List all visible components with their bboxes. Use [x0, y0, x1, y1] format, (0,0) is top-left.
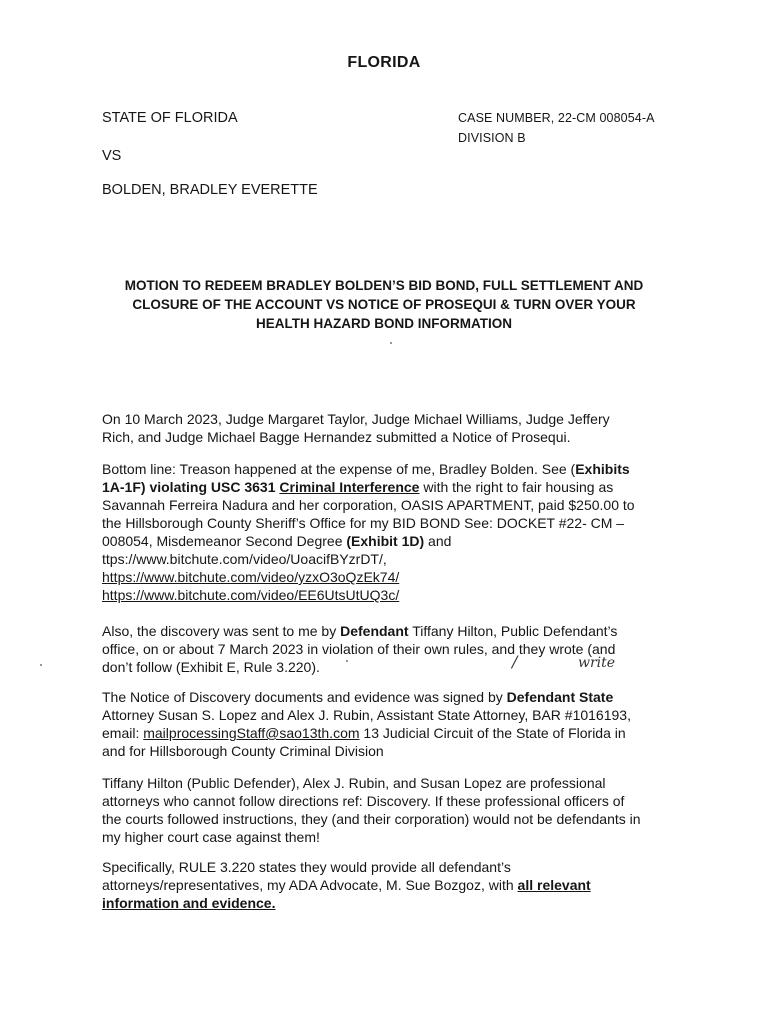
handwritten-margin-note: write — [578, 655, 616, 671]
statute-ref: 1A-1F) violating USC 3631 — [102, 479, 280, 495]
paragraph-line: On 10 March 2023, Judge Margaret Taylor, Judge Michael Williams, Judge Jeffery — [102, 411, 610, 427]
text-run: and — [424, 533, 452, 549]
text-run: attorneys/representatives, my ADA Advocate, M. Sue Bozgoz, with — [102, 877, 518, 893]
paragraph-line — [102, 478, 672, 496]
email-link[interactable]: mailprocessingStaff@sao13th.com — [143, 725, 360, 741]
scan-speck — [40, 664, 42, 666]
paragraph-line: the Hillsborough County Sheriff’s Office for my BID BOND See: DOCKET #22- CM – — [102, 515, 625, 531]
motion-title-line-1: MOTION TO REDEEM BRADLEY BOLDEN’S BID BOND, FULL SETTLEMENT AND — [124, 278, 644, 293]
court-heading: FLORIDA — [347, 54, 421, 71]
paragraph-line — [102, 532, 672, 550]
text-run: with the right to fair housing as — [419, 479, 614, 495]
paragraph-prosequi — [102, 410, 672, 446]
paragraph-line: Tiffany Hilton (Public Defender), Alex J. Rubin, and Susan Lopez are professional — [102, 775, 606, 791]
text-run: Bottom line: Treason happened at the expense of me, Bradley Bolden. See ( — [102, 461, 576, 477]
video-link-1[interactable]: ttps://www.bitchute.com/video/UoacifBYzrDT/, — [102, 551, 387, 567]
paragraph-line: office, on or about 7 March 2023 in violation of their own rules, and they wrote (and — [102, 641, 616, 657]
text-run: 13 Judicial Circuit of the State of Florida in — [359, 725, 626, 741]
paragraph-line: Specifically, RULE 3.220 states they would provide all defendant’s — [102, 859, 511, 875]
criminal-interference-ref: Criminal Interference — [279, 479, 420, 495]
paragraph-attorneys — [102, 774, 672, 846]
motion-title-line-3: HEALTH HAZARD BOND INFORMATION — [256, 316, 512, 331]
paragraph-line: Savannah Ferreira Nadura and her corporation, OASIS APARTMENT, paid $250.00 to — [102, 497, 635, 513]
defendant-name: BOLDEN, BRADLEY EVERETTE — [102, 182, 318, 198]
versus-label: VS — [102, 148, 122, 164]
defendant-state-ref: Defendant State — [506, 689, 614, 705]
information-evidence-emphasis: information and evidence. — [102, 895, 276, 911]
plaintiff-name: STATE OF FLORIDA — [102, 110, 238, 126]
paragraph-line — [102, 622, 672, 640]
text-run: The Notice of Discovery documents and evidence was signed by — [102, 689, 507, 705]
scan-speck — [346, 660, 348, 662]
exhibit-1d-ref: (Exhibit 1D) — [346, 533, 425, 549]
paragraph-line: attorneys who cannot follow directions ref: Discovery. If these professional officers of — [102, 793, 625, 809]
scan-speck — [390, 342, 392, 344]
all-relevant-emphasis: all relevant — [517, 877, 591, 893]
defendant-ref: Defendant — [340, 623, 409, 639]
video-link-2[interactable]: https://www.bitchute.com/video/yzxO3oQzEk74/ — [102, 569, 400, 585]
text-run: Tiffany Hilton, Public Defendant’s — [408, 623, 618, 639]
paragraph-line: don’t follow (Exhibit E, Rule 3.220). — [102, 659, 320, 675]
paragraph-line: Rich, and Judge Michael Bagge Hernandez submitted a Notice of Prosequi. — [102, 429, 571, 445]
exhibits-ref: Exhibits — [575, 461, 630, 477]
motion-title — [90, 276, 678, 333]
handwritten-check-mark: / — [512, 652, 518, 671]
text-run: Also, the discovery was sent to me by — [102, 623, 341, 639]
paragraph-line: my higher court case against them! — [102, 829, 320, 845]
text-run: email: — [102, 725, 144, 741]
video-link-3[interactable]: https://www.bitchute.com/video/EE6UtsUtUQ3c/ — [102, 587, 400, 603]
paragraph-line — [102, 460, 672, 478]
paragraph-rule-3220 — [102, 858, 672, 912]
paragraph-bottom-line — [102, 460, 672, 604]
paragraph-line: Attorney Susan S. Lopez and Alex J. Rubin, Assistant State Attorney, BAR #1016193, — [102, 707, 631, 723]
text-run: 008054, Misdemeanor Second Degree — [102, 533, 347, 549]
paragraph-line — [102, 724, 672, 742]
paragraph-notice-of-discovery — [102, 688, 672, 760]
case-number: CASE NUMBER, 22-CM 008054-A — [458, 111, 655, 125]
paragraph-line — [102, 688, 672, 706]
paragraph-line: and for Hillsborough County Criminal Division — [102, 743, 384, 759]
division-label: DIVISION B — [458, 131, 526, 145]
paragraph-line: the courts followed instructions, they (and their corporation) would not be defendants in — [102, 811, 641, 827]
paragraph-line — [102, 876, 672, 894]
motion-title-line-2: CLOSURE OF THE ACCOUNT VS NOTICE OF PROSEQUI & TURN OVER YOUR — [132, 297, 636, 312]
